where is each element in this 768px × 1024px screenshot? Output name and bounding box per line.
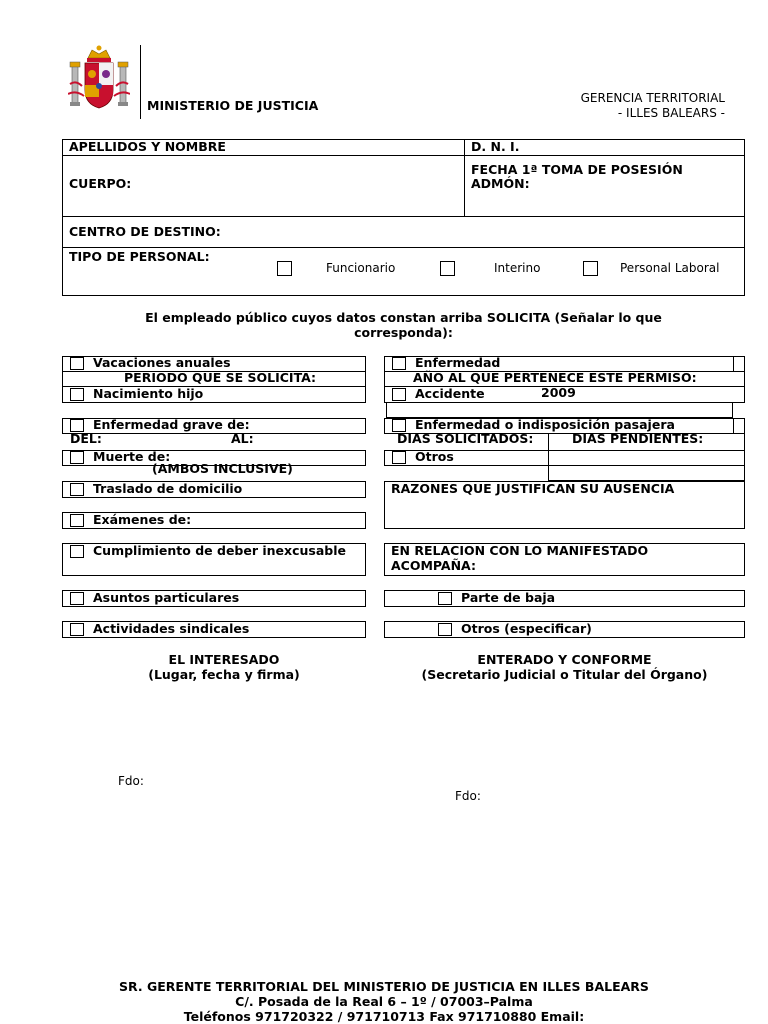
interesado-subtitle: (Lugar, fecha y firma) [148,667,300,682]
periodo-label: PERIODO QUE SE SOLICITA: [124,370,317,385]
razones-label: RAZONES QUE JUSTIFICAN SU AUSENCIA [391,481,675,496]
year-value: 2009 [541,385,576,400]
interino-label: Interino [494,261,541,275]
intro-line2: corresponda): [354,325,453,340]
del-label: DEL: [70,431,102,446]
centro-destino-label: CENTRO DE DESTINO: [69,224,221,239]
apellidos-field-label: APELLIDOS Y NOMBRE [69,139,226,154]
fecha-posesion-label-2: ADMÓN: [471,176,530,191]
enterado-subtitle: (Secretario Judicial o Titular del Órgano) [421,667,708,682]
muerte-label: Muerte de: [93,449,171,464]
asuntos-checkbox[interactable] [70,592,84,605]
accidente-label: Accidente [415,386,485,401]
dni-field-label: D. N. I. [471,139,520,154]
enfermedad-label: Enfermedad [415,355,501,370]
parte-baja-label: Parte de baja [461,590,556,605]
funcionario-checkbox[interactable] [277,261,292,276]
fdo-right-label: Fdo: [455,789,481,803]
nacimiento-label: Nacimiento hijo [93,386,204,401]
anio-permiso-label: AÑO AL QUE PERTENECE ESTE PERMISO: [413,370,697,385]
nacimiento-checkbox[interactable] [70,388,84,401]
footer-address: C/. Posada de la Real 6 – 1º / 07003–Palma [235,994,533,1009]
traslado-label: Traslado de domicilio [93,481,243,496]
interesado-title: EL INTERESADO [168,652,280,667]
enfermedad-grave-label: Enfermedad grave de: [93,417,250,432]
ambos-inclusive-label: (AMBOS INCLUSIVE) [152,461,293,476]
vacaciones-label: Vacaciones anuales [93,355,231,370]
relacion-label-2: ACOMPAÑA: [391,558,476,573]
footer-addressee: SR. GERENTE TERRITORIAL DEL MINISTERIO DE JUSTICIA EN ILLES BALEARS [119,979,649,994]
interino-checkbox[interactable] [440,261,455,276]
footer-contact: Teléfonos 971720322 / 971710713 Fax 971710880 Email: [183,1009,585,1024]
otros-especificar-label: Otros (especificar) [461,621,592,636]
otros-label: Otros [415,449,454,464]
otros-checkbox[interactable] [392,451,406,464]
intro-line1: El empleado público cuyos datos constan arriba SOLICITA (Señalar lo que [145,310,662,325]
year-blank-row [386,402,733,418]
accidente-checkbox[interactable] [392,388,406,401]
actividades-label: Actividades sindicales [93,621,250,636]
personal-laboral-checkbox[interactable] [583,261,598,276]
muerte-checkbox[interactable] [70,451,84,464]
vacaciones-checkbox[interactable] [70,357,84,370]
right-block-3 [384,450,549,466]
parte-baja-checkbox[interactable] [438,592,452,605]
ministry-name: MINISTERIO DE JUSTICIA [147,98,319,113]
enfermedad-checkbox[interactable] [392,357,406,370]
traslado-checkbox[interactable] [70,483,84,496]
territory-line2: - ILLES BALEARS - [617,106,725,120]
tipo-personal-label: TIPO DE PERSONAL: [69,249,210,264]
personal-laboral-label: Personal Laboral [620,261,720,275]
actividades-checkbox[interactable] [70,623,84,636]
otros-especificar-checkbox[interactable] [438,623,452,636]
territory-line1: GERENCIA TERRITORIAL [580,91,725,105]
dias-pendientes-label: DIAS PENDIENTES: [572,431,704,446]
cuerpo-field-label: CUERPO: [69,176,132,191]
relacion-label-1: EN RELACION CON LO MANIFESTADO [391,543,649,558]
indisposicion-label: Enfermedad o indisposición pasajera [415,417,675,432]
cumplimiento-checkbox[interactable] [70,545,84,558]
enterado-title: ENTERADO Y CONFORME [477,652,652,667]
asuntos-label: Asuntos particulares [93,590,240,605]
fecha-posesion-label-1: FECHA 1ª TOMA DE POSESIÓN [471,162,683,177]
cumplimiento-label: Cumplimiento de deber inexcusable [93,543,346,558]
al-label: AL: [231,431,254,446]
header-divider [140,45,141,119]
dias-solicitados-label: DIAS SOLICITADOS: [397,431,534,446]
examenes-checkbox[interactable] [70,514,84,527]
examenes-label: Exámenes de: [93,512,192,527]
coat-of-arms-logo [68,44,130,116]
funcionario-label: Funcionario [326,261,396,275]
fdo-left-label: Fdo: [118,774,144,788]
